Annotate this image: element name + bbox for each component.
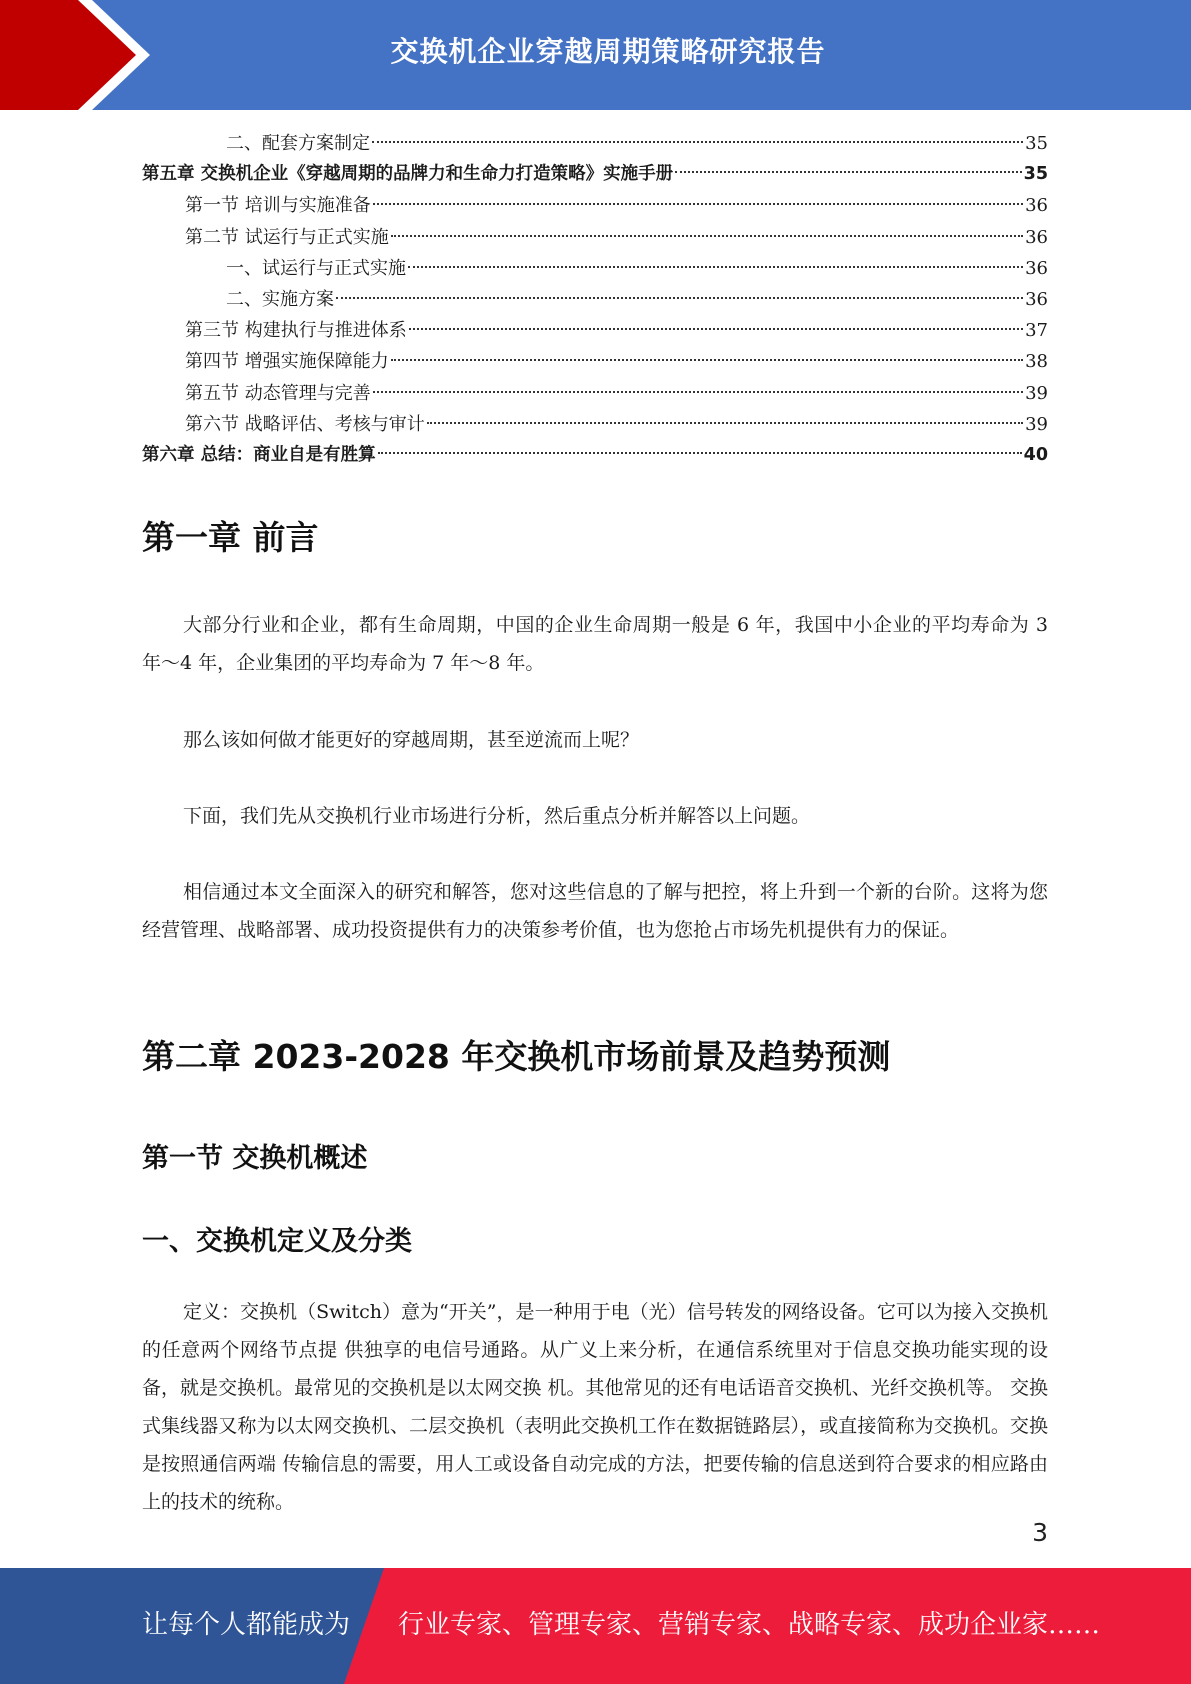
toc-entry-page: 39 xyxy=(1025,413,1048,435)
toc-entry-page: 40 xyxy=(1023,444,1048,465)
toc-entry-page: 36 xyxy=(1025,288,1048,310)
toc-entry-label: 第六章 总结：商业自是有胜算 xyxy=(142,444,376,465)
toc-dot-leader xyxy=(391,359,1023,361)
toc-entry[interactable] xyxy=(142,253,1048,284)
toc-dot-leader xyxy=(372,141,1023,143)
toc-entry[interactable] xyxy=(142,159,1048,190)
toc-dot-leader xyxy=(409,328,1023,330)
section-heading: 第一节 交换机概述 xyxy=(142,1143,368,1174)
toc-entry-label: 第四节 增强实施保障能力 xyxy=(185,351,389,373)
toc-dot-leader xyxy=(427,422,1023,424)
chapter-2-paragraph: 定义：交换机（Switch）意为“开关”，是一种用于电（光）信号转发的网络设备。它可以为接入交换机的任意两个网络节点提 供独享的电信号通路。从广义上来分析，在通信系统里对于信息交换功能实现的设备，就是交换机。最常见的交换机是以太网交换 机。其他常见的还有电话语音交换机、光纤交换机等。 交换式集线器又称为以太网交换机、二层交换机（表明此交换机工作在数据链路层），或直接简称为交换机。交换是按照通信两端 传输信息的需要，用人工或设备自动完成的方法，把要传输的信息送到符合要求的相应路由上的技术的统称。 xyxy=(142,1301,1048,1513)
footer-slogan-left: 让每个人都能成为 xyxy=(142,1610,351,1640)
toc-entry-page: 35 xyxy=(1025,133,1048,154)
toc-entry-page: 36 xyxy=(1025,226,1048,248)
chapter-1-paragraph-1: 大部分行业和企业，都有生命周期，中国的企业生命周期一般是 6 年，我国中小企业的平均寿命为 3 年～4 年，企业集团的平均寿命为 7 年～8 年。 xyxy=(142,614,1048,674)
toc-entry[interactable] xyxy=(142,346,1048,377)
toc-entry-page: 38 xyxy=(1025,351,1048,373)
toc-dot-leader xyxy=(378,452,1022,454)
report-title: 交换机企业穿越周期策略研究报告 xyxy=(390,35,826,68)
toc-entry-page: 35 xyxy=(1023,164,1048,185)
toc-entry-page: 37 xyxy=(1025,320,1048,342)
toc-entry[interactable] xyxy=(142,409,1048,440)
page-number: 3 xyxy=(1032,1518,1048,1547)
toc-entry[interactable] xyxy=(142,315,1048,346)
footer-slogan-right: 行业专家、管理专家、营销专家、战略专家、成功企业家…… xyxy=(398,1610,1101,1640)
toc-entry-label: 第三节 构建执行与推进体系 xyxy=(185,320,407,342)
page-header xyxy=(0,0,1191,110)
toc-entry[interactable] xyxy=(142,222,1048,253)
toc-entry-label: 第五章 交换机企业《穿越周期的品牌力和生命力打造策略》实施手册 xyxy=(142,164,674,185)
toc-entry-label: 第一节 培训与实施准备 xyxy=(185,195,371,217)
toc-entry-label: 一、试运行与正式实施 xyxy=(226,257,406,279)
toc-entry-label: 第五节 动态管理与完善 xyxy=(185,382,371,404)
toc-entry[interactable] xyxy=(142,378,1048,409)
toc-entry[interactable] xyxy=(142,440,1048,471)
chapter-1-heading: 第一章 前言 xyxy=(142,518,319,557)
toc-entry-label: 第二节 试运行与正式实施 xyxy=(185,226,389,248)
toc-entry-page: 36 xyxy=(1025,195,1048,217)
toc-entry-page: 36 xyxy=(1025,257,1048,279)
toc-dot-leader xyxy=(373,391,1023,393)
chapter-1-paragraph-4: 相信通过本文全面深入的研究和解答，您对这些信息的了解与把控，将上升到一个新的台阶。这将为您经营管理、战略部署、成功投资提供有力的决策参考价值，也为您抢占市场先机提供有力的保证。 xyxy=(142,881,1048,941)
toc-entry-label: 第六节 战略评估、考核与审计 xyxy=(185,413,425,435)
toc-dot-leader xyxy=(408,266,1023,268)
chapter-1-paragraph-2: 那么该如何做才能更好的穿越周期，甚至逆流而上呢？ xyxy=(183,729,640,751)
page-footer xyxy=(0,1568,1191,1684)
chapter-1-paragraph-3: 下面，我们先从交换机行业市场进行分析，然后重点分析并解答以上问题。 xyxy=(183,805,811,827)
toc-dot-leader xyxy=(391,235,1023,237)
toc-dot-leader xyxy=(336,297,1023,299)
toc-dot-leader xyxy=(675,171,1022,173)
toc-entry-page: 39 xyxy=(1025,382,1048,404)
toc-entry-label: 二、实施方案 xyxy=(226,288,334,310)
table-of-contents xyxy=(142,128,1048,471)
toc-dot-leader xyxy=(373,203,1023,205)
toc-entry-label: 二、配套方案制定 xyxy=(226,133,370,154)
chapter-2-heading: 第二章 2023-2028 年交换机市场前景及趋势预测 xyxy=(142,1037,891,1076)
subsection-heading: 一、交换机定义及分类 xyxy=(142,1226,412,1257)
toc-entry[interactable] xyxy=(142,190,1048,221)
toc-entry[interactable] xyxy=(142,284,1048,315)
toc-entry[interactable] xyxy=(142,128,1048,159)
